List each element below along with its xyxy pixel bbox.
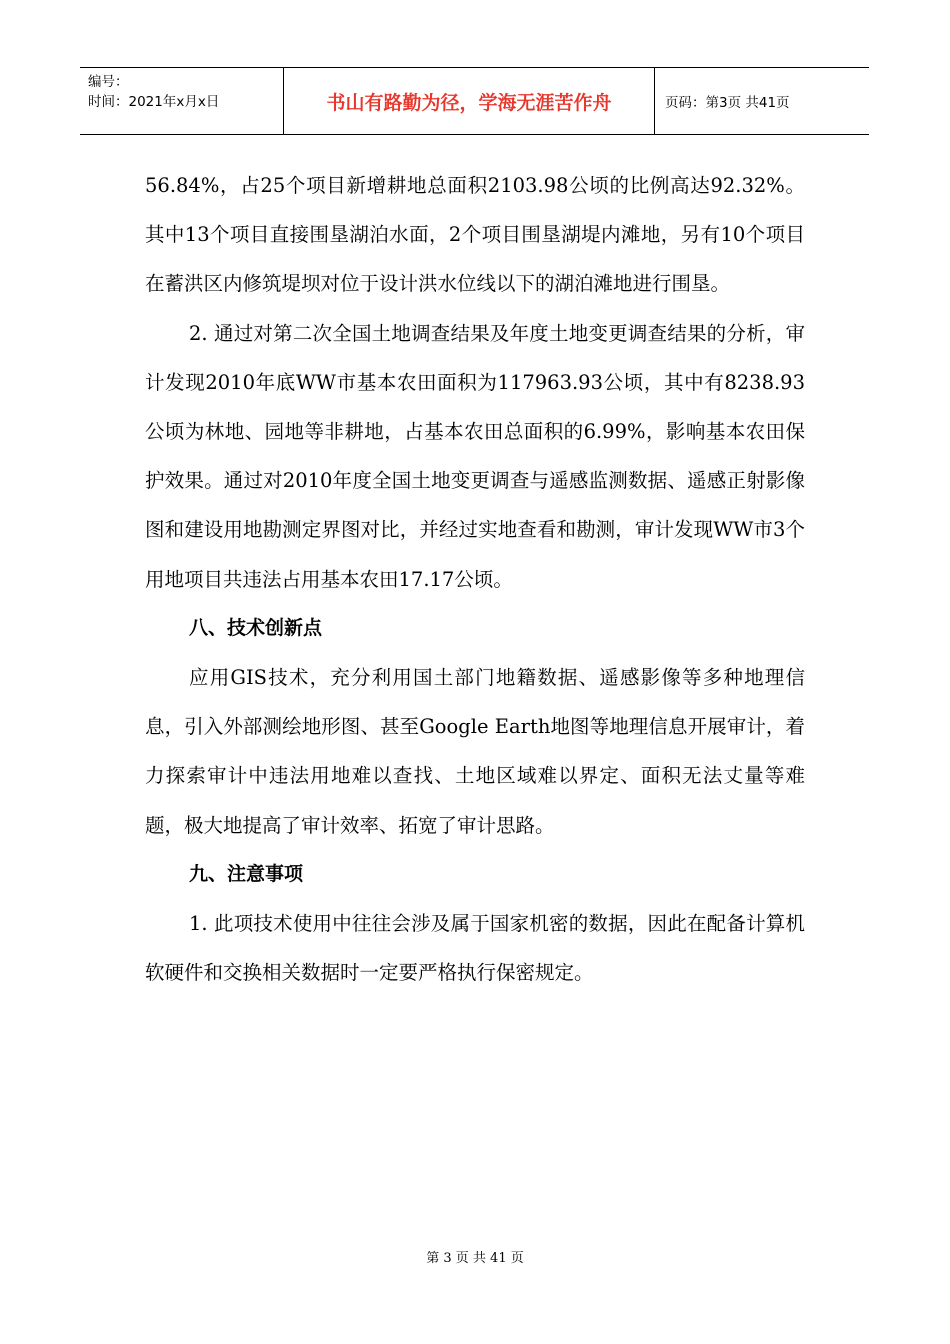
page-header bbox=[80, 67, 869, 135]
header-motto: 书山有路勤为径，学海无涯苦作舟 bbox=[283, 68, 655, 134]
paragraph-4: 1. 此项技术使用中往往会涉及属于国家机密的数据，因此在配备计算机软硬件和交换相关数据时一定要严格执行保密规定。 bbox=[145, 912, 805, 985]
number-label: 编号： bbox=[88, 74, 129, 90]
document-body bbox=[145, 161, 805, 997]
paragraph-3: 应用GIS技术，充分利用国土部门地籍数据、遥感影像等多种地理信息，引入外部测绘地形图、甚至Google Earth地图等地理信息开展审计，着力探索审计中违法用地难以查找、土地区域难以界定、面积无法丈量等难题，极大地提高了审计效率、拓宽了审计思路。 bbox=[145, 666, 805, 837]
time-label: 时间：2021年x月x日 bbox=[88, 94, 220, 110]
section-heading-8: 八、技术创新点 bbox=[189, 616, 323, 639]
page-footer: 第 3 页 共 41 页 bbox=[426, 1251, 524, 1266]
paragraph-1: 56.84%，占25个项目新增耕地总面积2103.98公顷的比例高达92.32%。其中13个项目直接围垦湖泊水面，2个项目围垦湖堤内滩地，另有10个项目在蓄洪区内修筑堤坝对位于设计洪水位线以下的湖泊滩地进行围垦。 bbox=[145, 174, 805, 296]
paragraph-2: 2. 通过对第二次全国土地调查结果及年度土地变更调查结果的分析，审计发现2010年底WW市基本农田面积为117963.93公顷，其中有8238.93公顷为林地、园地等非耕地，占基本农田总面积的6.99%，影响基本农田保护效果。通过对2010年度全国土地变更调查与遥感监测数据、遥感正射影像图和建设用地勘测定界图对比，并经过实地查看和勘测，审计发现WW市3个用地项目共违法占用基本农田17.17公顷。 bbox=[145, 321, 805, 591]
header-page-info: 页码：第3页 共41页 bbox=[665, 95, 790, 111]
header-meta bbox=[80, 68, 283, 134]
section-heading-9: 九、注意事项 bbox=[189, 862, 304, 885]
